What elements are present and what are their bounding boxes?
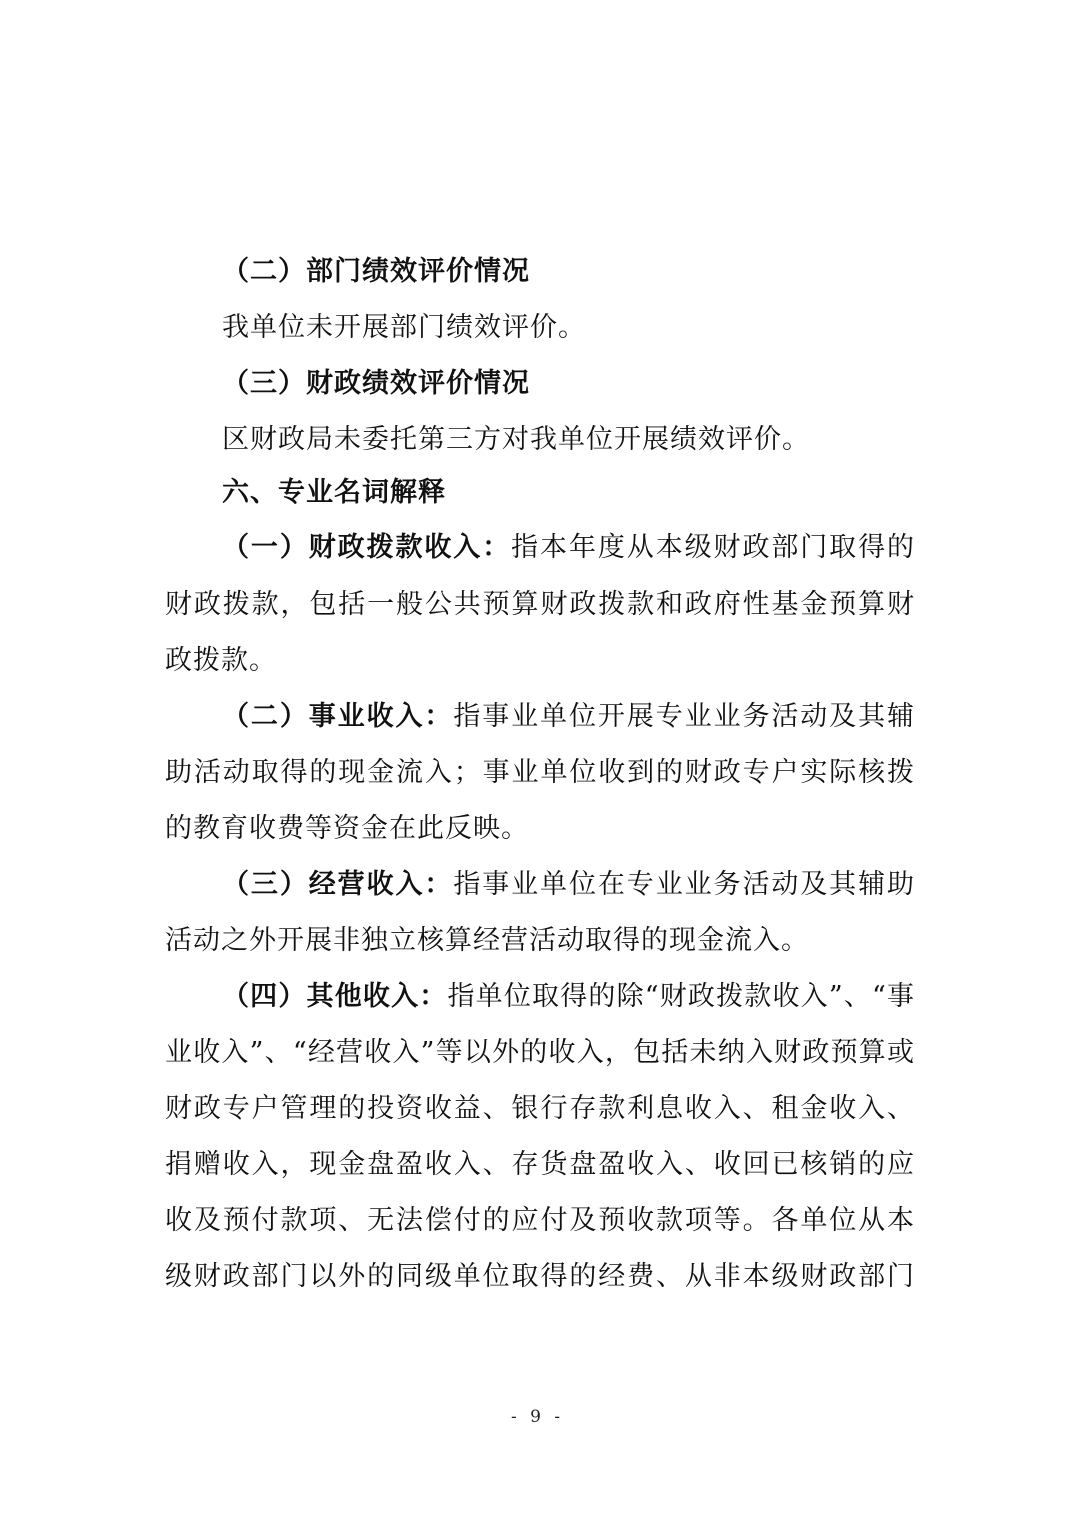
term-3-title: （三）经营收入： xyxy=(222,869,454,900)
term-1-title: （一）财政拨款收入： xyxy=(222,532,512,563)
term-2-line-2: 助活动取得的现金流入；事业单位收到的财政专户实际核拨 xyxy=(165,757,915,788)
term-3-first-line xyxy=(222,867,915,903)
term-4-line-3: 财政专户管理的投资收益、银行存款利息收入、租金收入、 xyxy=(165,1093,915,1124)
term-1-first-line xyxy=(222,530,915,566)
term-2-first-line xyxy=(222,699,915,735)
term-2-line-3: 的教育收费等资金在此反映。 xyxy=(165,813,529,844)
section-heading-terms: 六、专业名词解释 xyxy=(222,477,446,508)
term-3-text: 指事业单位在专业业务活动及其辅助 xyxy=(453,869,916,900)
section-heading-finance-evaluation: （三）财政绩效评价情况 xyxy=(222,368,530,399)
term-1-line-2: 财政拨款，包括一般公共预算财政拨款和政府性基金预算财 xyxy=(165,589,915,620)
term-4-line-6: 级财政部门以外的同级单位取得的经费、从非本级财政部门 xyxy=(165,1261,915,1292)
term-4-first-line xyxy=(222,979,915,1015)
page-number: - 9 - xyxy=(510,1407,565,1427)
paragraph-department-evaluation: 我单位未开展部门绩效评价。 xyxy=(222,312,586,343)
term-1-line-3: 政拨款。 xyxy=(165,645,277,676)
term-1-text: 指本年度从本级财政部门取得的 xyxy=(511,532,916,563)
term-2-title: （二）事业收入： xyxy=(222,701,454,732)
term-3-line-2: 活动之外开展非独立核算经营活动取得的现金流入。 xyxy=(165,925,809,956)
term-4-line-5: 收及预付款项、无法偿付的应付及预收款项等。各单位从本 xyxy=(165,1205,915,1236)
section-heading-department-evaluation: （二）部门绩效评价情况 xyxy=(222,256,530,287)
term-4-title: （四）其他收入： xyxy=(222,981,448,1012)
term-4-line-4: 捐赠收入，现金盘盈收入、存货盘盈收入、收回已核销的应 xyxy=(165,1149,915,1180)
term-4-text: 指单位取得的除“财政拨款收入”、“事 xyxy=(447,981,915,1012)
term-4-line-2: 业收入”、“经营收入”等以外的收入，包括未纳入财政预算或 xyxy=(165,1037,915,1068)
term-2-text: 指事业单位开展专业业务活动及其辅 xyxy=(453,701,916,732)
paragraph-finance-evaluation: 区财政局未委托第三方对我单位开展绩效评价。 xyxy=(222,424,810,455)
